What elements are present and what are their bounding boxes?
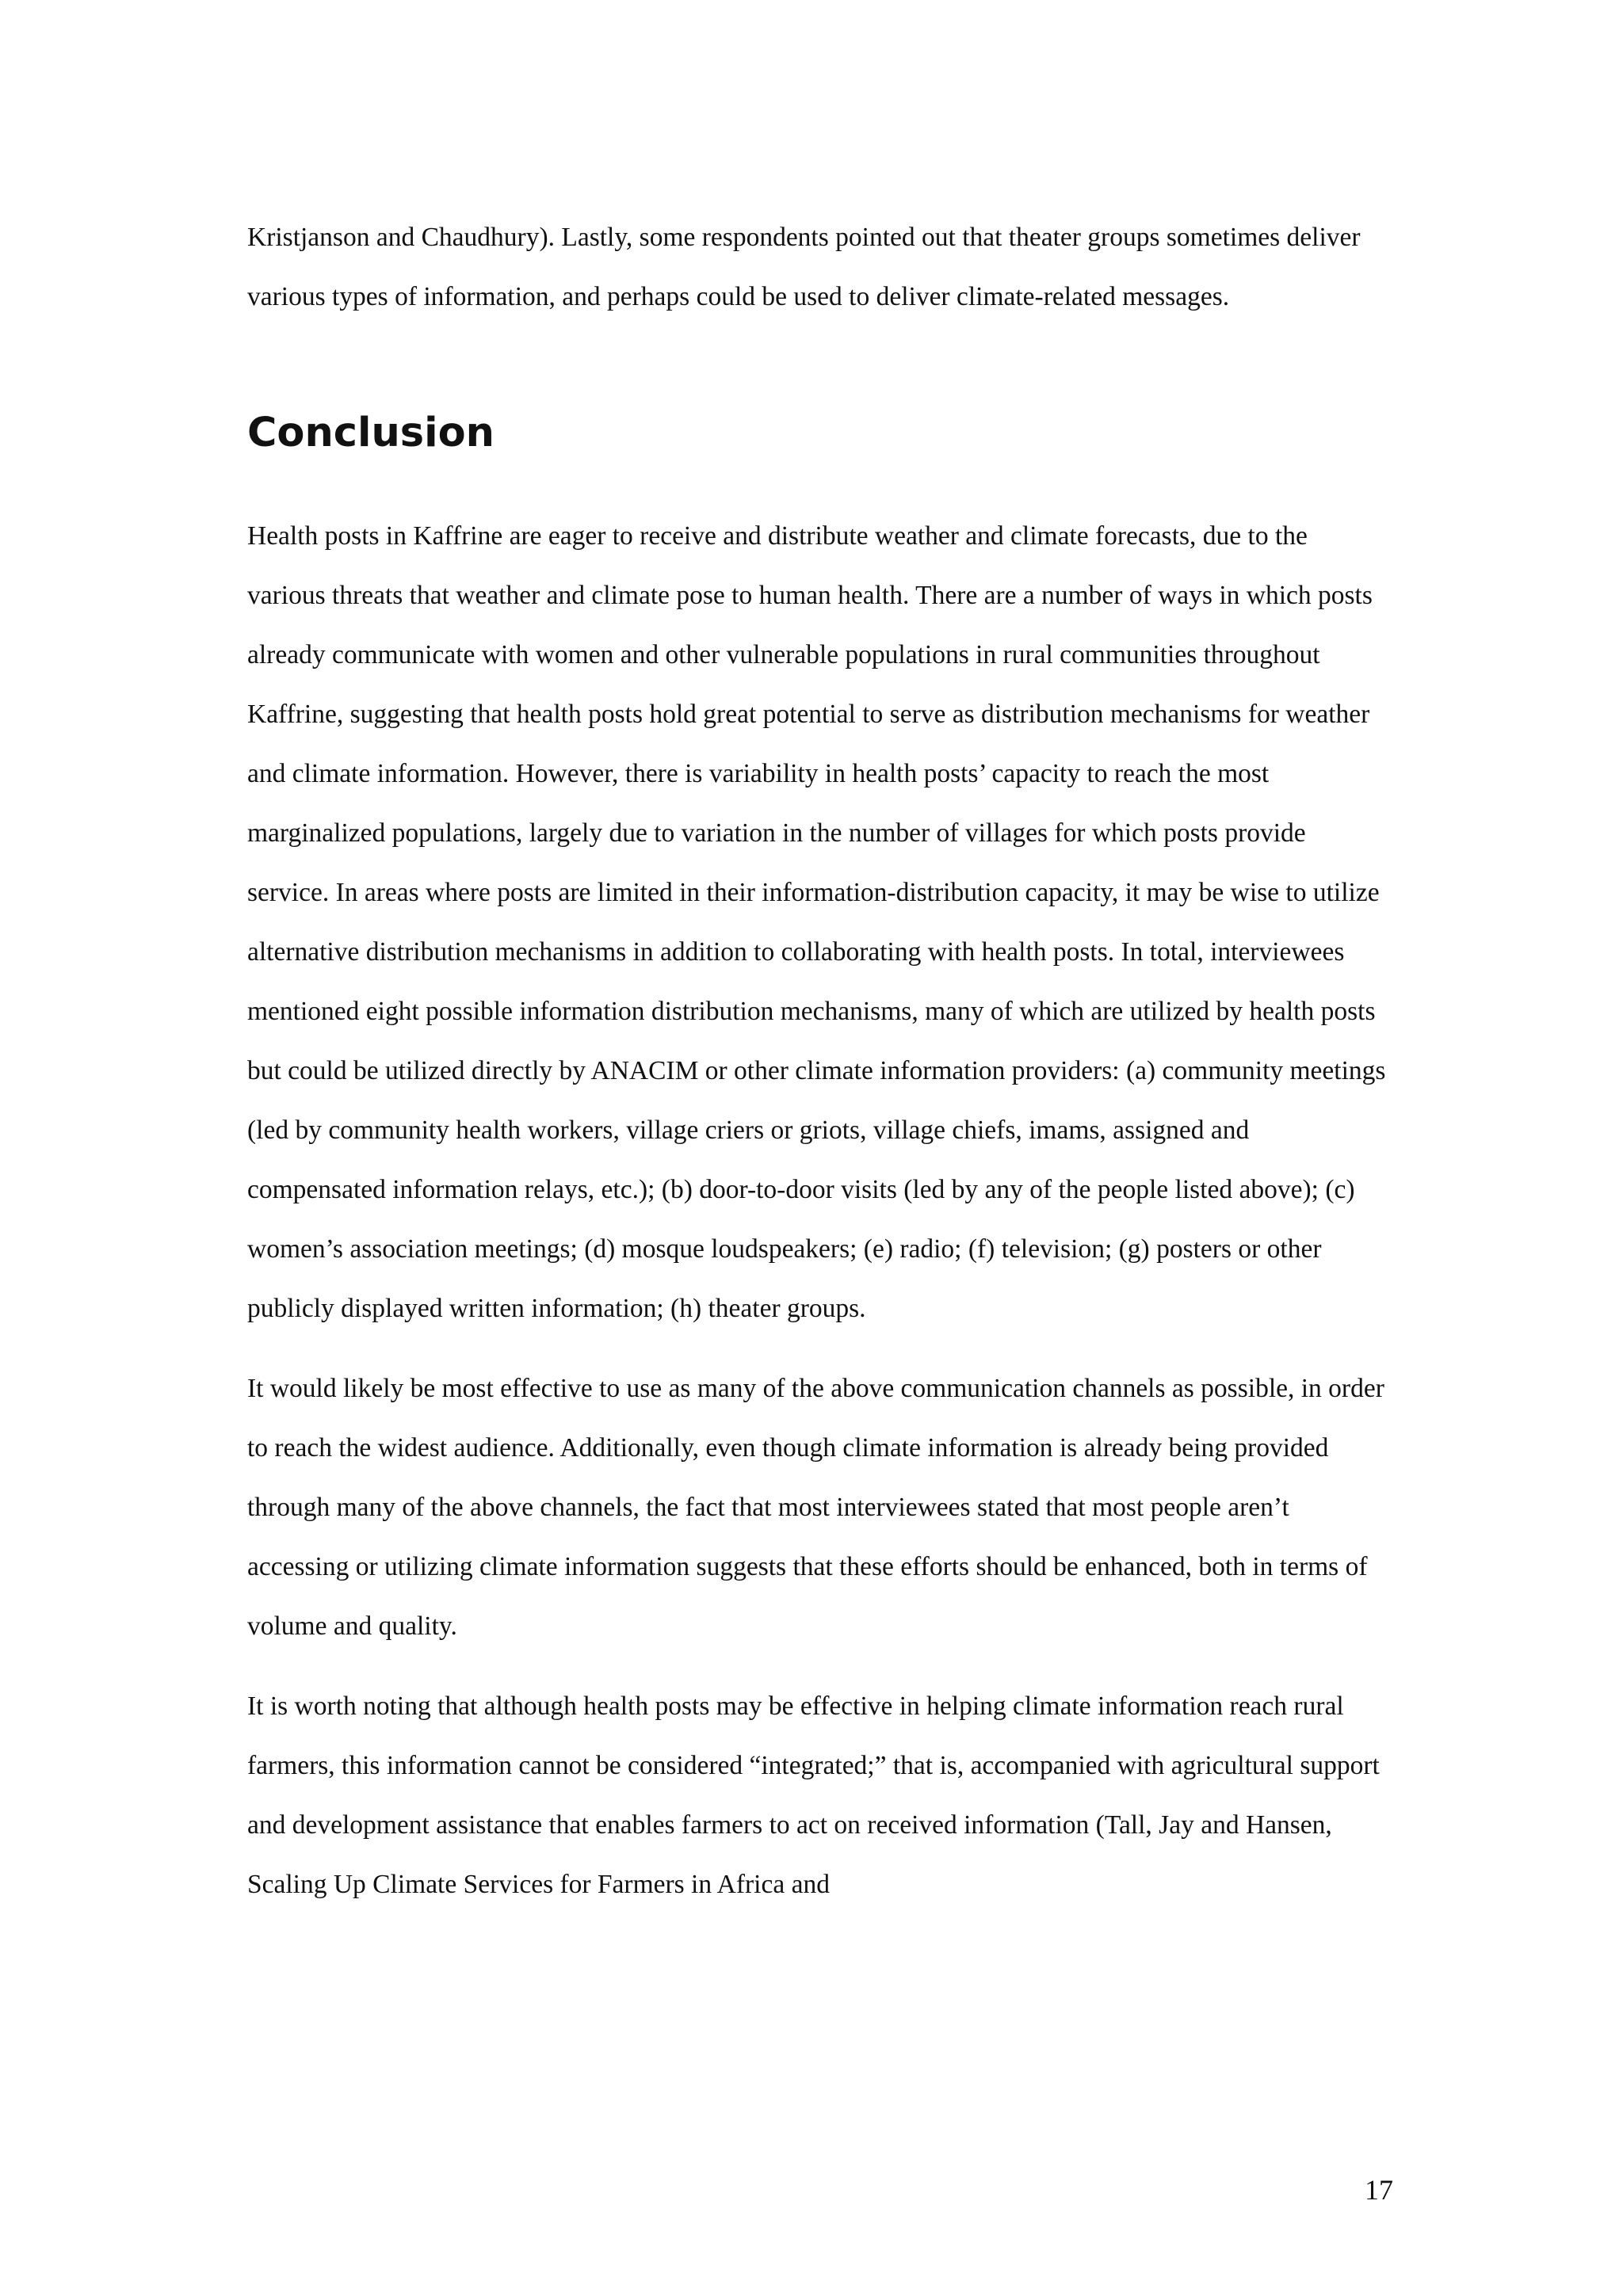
body-paragraph: It would likely be most effective to use as many of the above communication channels as possible, in order to reach the widest audience. Additionally, even though climate information is already being provided through many of the above channels, the fact that most interviewees stated that most people aren’t accessing or utilizing climate information suggests that these efforts should be enhanced, both in terms of volume and quality. <box>247 1374 1384 1641</box>
body-paragraph: It is worth noting that although health posts may be effective in helping climate information reach rural farmers, this information cannot be considered “integrated;” that is, accompanied with agricultural support and development assistance that enables farmers to act on received information (Tall, Jay and Hansen, Scaling Up Climate Services for Farmers in Africa and <box>247 1691 1380 1899</box>
page-number: 17 <box>1365 2174 1393 2206</box>
continued-paragraph: Kristjanson and Chaudhury). Lastly, some respondents pointed out that theater groups sometimes deliver various types of information, and perhaps could be used to deliver climate-related messages. <box>247 223 1361 311</box>
body-paragraph: Health posts in Kaffrine are eager to receive and distribute weather and climate forecasts, due to the various threats that weather and climate pose to human health. There are a number of ways in which posts already communicate with women and other vulnerable populations in rural communities throughout Kaffrine, suggesting that health posts hold great potential to serve as distribution mechanisms for weather and climate information. However, there is variability in health posts’ capacity to reach the most marginalized populations, largely due to variation in the number of villages for which posts provide service. In areas where posts are limited in their information-distribution capacity, it may be wise to utilize alternative distribution mechanisms in addition to collaborating with health posts. In total, interviewees mentioned eight possible information distribution mechanisms, many of which are utilized by health posts but could be utilized directly by ANACIM or other climate information providers: (a) community meetings (led by community health workers, village criers or griots, village chiefs, imams, assigned and compensated information relays, etc.); (b) door-to-door visits (led by any of the people listed above); (c) women’s association meetings; (d) mosque loudspeakers; (e) radio; (f) television; (g) posters or other publicly displayed written information; (h) theater groups. <box>247 521 1386 1323</box>
section-heading: Conclusion <box>247 410 495 456</box>
page-body <box>247 208 1388 1914</box>
